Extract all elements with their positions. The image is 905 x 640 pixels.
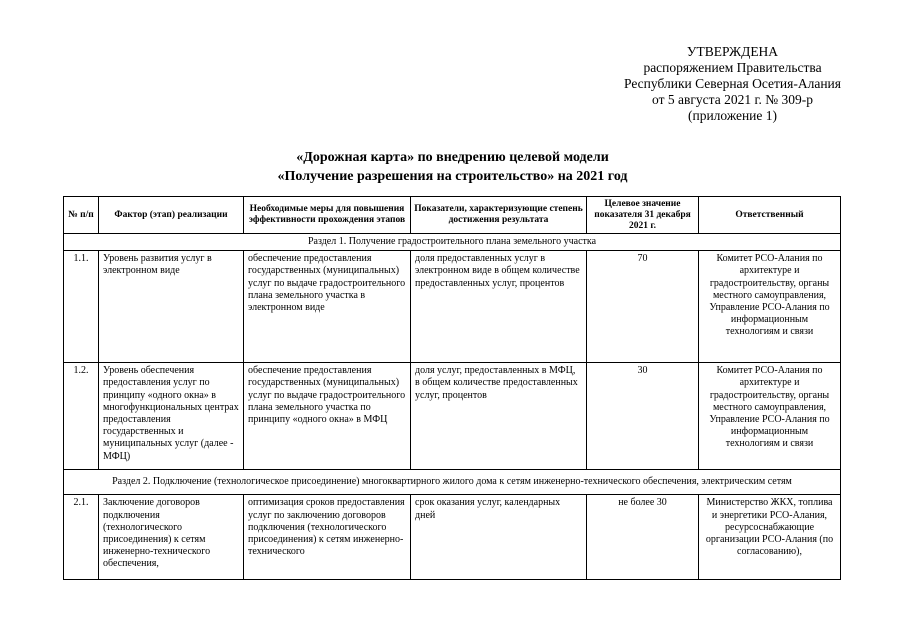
header-measures: Необходимые меры для повышения эффективности прохождения этапов bbox=[244, 197, 411, 234]
cell-measures: обеспечение предоставления государственных (муниципальных) услуг по выдаче градостроительного плана земельного участка по принципу «одного окна» в МФЦ bbox=[244, 363, 411, 470]
title-line-1: «Дорожная карта» по внедрению целевой модели bbox=[296, 150, 609, 165]
table-header-row bbox=[64, 197, 841, 234]
cell-responsible: Министерство ЖКХ, топлива и энергетики РСО-Алания, ресурсоснабжающие организации РСО-Алания (по согласованию), bbox=[699, 495, 841, 580]
section-2-title: Раздел 2. Подключение (технологическое присоединение) многоквартирного жилого дома к сетям инженерно-технического обеспечения, электрическим сетям bbox=[64, 470, 841, 495]
cell-target: не более 30 bbox=[587, 495, 699, 580]
cell-measures: обеспечение предоставления государственных (муниципальных) услуг по выдаче градостроительного плана земельного участка в электронном виде bbox=[244, 251, 411, 363]
approval-appendix: (приложение 1) bbox=[687, 108, 778, 123]
cell-num: 1.1. bbox=[64, 251, 99, 363]
cell-num: 2.1. bbox=[64, 495, 99, 580]
approval-stamp bbox=[600, 44, 865, 124]
approval-republic: Республики Северная Осетия-Алания bbox=[624, 76, 841, 91]
approval-order-text: распоряжением Правительства bbox=[643, 60, 822, 75]
section-row bbox=[64, 234, 841, 251]
table-row bbox=[64, 495, 841, 580]
cell-factor: Уровень развития услуг в электронном виде bbox=[99, 251, 244, 363]
section-row bbox=[64, 470, 841, 495]
table-row bbox=[64, 251, 841, 363]
cell-num: 1.2. bbox=[64, 363, 99, 470]
cell-indicators: срок оказания услуг, календарных дней bbox=[411, 495, 587, 580]
cell-factor: Уровень обеспечения предоставления услуг по принципу «одного окна» в многофункциональных центрах предоставления государственных и муниципальных услуг (далее - МФЦ) bbox=[99, 363, 244, 470]
approval-title: УТВЕРЖДЕНА bbox=[686, 44, 779, 59]
cell-responsible: Комитет РСО-Алания по архитектуре и градостроительству, органы местного самоуправления, Управление РСО-Алания по информационным технологиям и связи bbox=[699, 363, 841, 470]
cell-indicators: доля услуг, предоставленных в МФЦ, в общем количестве предоставленных услуг, процентов bbox=[411, 363, 587, 470]
cell-target: 30 bbox=[587, 363, 699, 470]
cell-indicators: доля предоставленных услуг в электронном виде в общем количестве предоставленных услуг, процентов bbox=[411, 251, 587, 363]
cell-measures: оптимизация сроков предоставления услуг по заключению договоров подключения (технологического присоединения) к сетям инженерно-технического bbox=[244, 495, 411, 580]
header-responsible: Ответственный bbox=[699, 197, 841, 234]
title-line-2: «Получение разрешения на строительство» на 2021 год bbox=[277, 169, 628, 184]
cell-responsible: Комитет РСО-Алания по архитектуре и градостроительству, органы местного самоуправления, Управление РСО-Алания по информационным технологиям и связи bbox=[699, 251, 841, 363]
table-row bbox=[64, 363, 841, 470]
header-indicators: Показатели, характеризующие степень достижения результата bbox=[411, 197, 587, 234]
approval-date-number: от 5 августа 2021 г. № 309-р bbox=[652, 92, 813, 107]
roadmap-table bbox=[63, 196, 841, 580]
section-1-title: Раздел 1. Получение градостроительного плана земельного участка bbox=[64, 234, 841, 251]
document-title bbox=[180, 148, 725, 186]
header-factor: Фактор (этап) реализации bbox=[99, 197, 244, 234]
header-num: № п/п bbox=[64, 197, 99, 234]
cell-factor: Заключение договоров подключения (технологического присоединения) к сетям инженерно-технического обеспечения, bbox=[99, 495, 244, 580]
cell-target: 70 bbox=[587, 251, 699, 363]
header-target: Целевое значение показателя 31 декабря 2021 г. bbox=[587, 197, 699, 234]
